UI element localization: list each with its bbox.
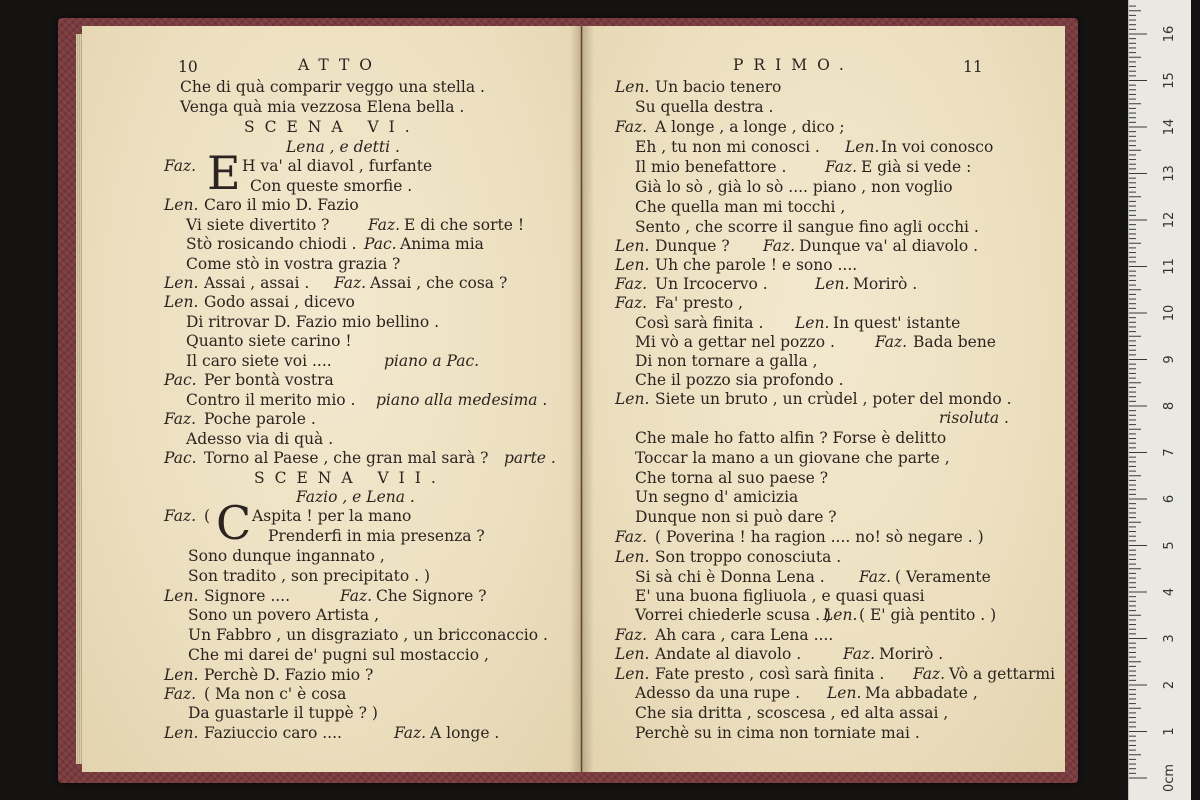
speaker: Len.: [615, 548, 650, 566]
scene-heading: SCENA VI.: [244, 118, 420, 136]
text-line: Godo assai , dicevo: [204, 293, 355, 311]
speaker: Len.: [615, 256, 650, 274]
text-line: Adesso via di quà .: [186, 430, 334, 448]
speaker: Faz.: [615, 275, 648, 293]
text-line: H va' al diavol , furfante: [242, 157, 433, 175]
text-line: Torno al Paese , che gran mal sarà ?: [204, 449, 489, 467]
text-line: Ma abbadate ,: [865, 684, 978, 702]
ruler-number: 7: [1162, 448, 1177, 457]
stage-direction: parte .: [504, 449, 556, 467]
text-line: Che il pozzo sia profondo .: [635, 371, 844, 389]
text-line: Un segno d' amicizia: [635, 488, 799, 506]
speaker: Len.: [615, 665, 650, 683]
ruler-number: 2: [1162, 680, 1177, 690]
text-line: ( Veramente: [895, 568, 991, 586]
text-line: Quanto siete carino !: [186, 332, 352, 350]
text-line: Fate presto , così sarà finita .: [655, 665, 885, 683]
speaker: Faz.: [843, 645, 876, 663]
text-line: Aspita ! per la mano: [252, 507, 412, 525]
stage-direction: piano alla medesima .: [376, 391, 548, 409]
speaker: Faz.: [164, 507, 197, 525]
speaker: Pac.: [164, 371, 197, 389]
speaker: Faz.: [763, 237, 796, 255]
stage-direction: Fazio , e Lena .: [296, 488, 415, 506]
drop-cap: C: [216, 496, 252, 550]
text-line: Vò a gettarmi: [949, 665, 1056, 683]
speaker: Len.: [823, 606, 858, 624]
text-line: Che sia dritta , scoscesa , ed alta assai ,: [635, 704, 949, 722]
stage-direction: Lena , e detti .: [286, 138, 400, 156]
text-line: Che quella man mi tocchi ,: [635, 198, 846, 216]
text-line: Signore ....: [204, 587, 291, 605]
running-header-left: ATTO: [298, 56, 383, 74]
text-line: Caro il mio D. Fazio: [204, 196, 359, 214]
ruler-number: 15: [1162, 72, 1177, 89]
text-line: Di ritrovar D. Fazio mio bellino .: [186, 313, 440, 331]
text-line: E' una buona figliuola , e quasi quasi: [635, 587, 925, 605]
speaker: Len.: [164, 587, 199, 605]
speaker: Pac.: [364, 235, 397, 253]
text-line: Assai , che cosa ?: [370, 274, 508, 292]
speaker: Faz.: [394, 724, 427, 742]
speaker: Faz.: [164, 685, 197, 703]
text-line: Morirò .: [853, 275, 918, 293]
ruler-scale: [1129, 0, 1191, 800]
text-line: Prenderfi in mia presenza ?: [268, 527, 485, 545]
speaker: Faz.: [164, 410, 197, 428]
text-line: Adesso da una rupe .: [635, 684, 801, 702]
text-line: Fa' presto ,: [655, 294, 744, 312]
stage-direction: risoluta .: [939, 409, 1009, 427]
speaker: Len.: [164, 196, 199, 214]
ruler-number: 1: [1162, 727, 1177, 736]
text-line: Morirò .: [879, 645, 944, 663]
text-line: Poche parole .: [204, 410, 316, 428]
speaker: Len.: [845, 138, 880, 156]
text-line: (: [204, 507, 211, 525]
right-page: [582, 26, 1065, 772]
speaker: Len.: [615, 390, 650, 408]
text-line: E di che sorte !: [404, 216, 525, 234]
speaker: Faz.: [164, 157, 197, 175]
text-line: Vorrei chiederle scusa . ): [635, 606, 831, 624]
text-line: Anima mia: [400, 235, 484, 253]
text-line: Così sarà finita .: [635, 314, 764, 332]
text-line: ( Poverina ! ha ragion .... no! sò negare . ): [655, 528, 984, 546]
text-line: Che di quà comparir veggo una stella .: [180, 78, 485, 96]
page-number-right: 11: [963, 58, 983, 76]
speaker: Len.: [827, 684, 862, 702]
speaker: Faz.: [340, 587, 373, 605]
text-line: Andate al diavolo .: [655, 645, 802, 663]
text-line: Che male ho fatto alfin ? Forse è delitto: [635, 429, 947, 447]
text-line: Come stò in vostra grazia ?: [186, 255, 401, 273]
ruler-number: 5: [1162, 541, 1177, 550]
speaker: Len.: [615, 645, 650, 663]
text-line: Su quella destra .: [635, 98, 774, 116]
speaker: Faz.: [615, 528, 648, 546]
text-line: Che Signore ?: [376, 587, 487, 605]
ruler-number: 10: [1162, 304, 1177, 322]
ruler-number: 6: [1162, 494, 1177, 504]
text-line: Il caro siete voi ....: [186, 352, 332, 370]
ruler-number: 14: [1162, 118, 1177, 136]
ruler-number: 12: [1162, 211, 1177, 229]
scene-heading: SCENA VII.: [254, 469, 446, 487]
drop-cap: E: [207, 146, 241, 200]
speaker: Faz.: [825, 158, 858, 176]
text-line: Che mi darei de' pugni sul mostaccio ,: [188, 646, 489, 664]
speaker: Pac.: [164, 449, 197, 467]
text-line: Siete un bruto , un crùdel , poter del mondo .: [655, 390, 1012, 408]
text-line: ( E' già pentito . ): [859, 606, 997, 624]
ruler-number: 9: [1162, 355, 1177, 364]
text-line: Dunque ?: [655, 237, 730, 255]
ruler-number: 3: [1162, 634, 1177, 643]
text-line: Venga quà mia vezzosa Elena bella .: [180, 98, 465, 116]
text-line: Faziuccio caro ....: [204, 724, 342, 742]
text-line: Eh , tu non mi conosci .: [635, 138, 820, 156]
ruler-number: 16: [1162, 25, 1177, 43]
speaker: Faz.: [368, 216, 401, 234]
text-line: Che torna al suo paese ?: [635, 469, 829, 487]
text-line: Uh che parole ! e sono ....: [655, 256, 858, 274]
ruler-number: 13: [1162, 165, 1177, 182]
speaker: Faz.: [615, 294, 648, 312]
text-line: Son tradito , son precipitato . ): [188, 567, 431, 585]
speaker: Faz.: [615, 118, 648, 136]
text-line: Vi siete divertito ?: [186, 216, 330, 234]
text-line: Son troppo conosciuta .: [655, 548, 842, 566]
text-line: Dunque non si può dare ?: [635, 508, 837, 526]
text-line: A longe , a longe , dico ;: [655, 118, 845, 136]
ruler-number: 11: [1162, 258, 1177, 275]
text-line: Bada bene: [913, 333, 996, 351]
text-line: ( Ma non c' è cosa: [204, 685, 347, 703]
speaker: Faz.: [859, 568, 892, 586]
text-line: Ah cara , cara Lena ....: [655, 626, 834, 644]
left-page: [82, 26, 581, 772]
text-line: Già lo sò , già lo sò .... piano , non voglio: [635, 178, 953, 196]
text-line: Dunque va' al diavolo .: [799, 237, 979, 255]
text-line: Un Fabbro , un disgraziato , un bricconaccio .: [188, 626, 548, 644]
stage-direction: piano a Pac.: [384, 352, 480, 370]
speaker: Faz.: [913, 665, 946, 683]
text-line: Mi vò a gettar nel pozzo .: [635, 333, 835, 351]
speaker: Len.: [615, 78, 650, 96]
speaker: Len.: [615, 237, 650, 255]
text-line: Per bontà vostra: [204, 371, 334, 389]
text-line: Un Ircocervo .: [655, 275, 768, 293]
text-line: Sono un povero Artista ,: [188, 606, 380, 624]
ruler-number: 0cm: [1162, 763, 1177, 793]
text-line: Perchè su in cima non torniate mai .: [635, 724, 920, 742]
text-line: Toccar la mano a un giovane che parte ,: [635, 449, 950, 467]
speaker: Len.: [164, 293, 199, 311]
text-line: Assai , assai .: [204, 274, 310, 292]
speaker: Faz.: [615, 626, 648, 644]
speaker: Len.: [164, 666, 199, 684]
page-number-left: 10: [178, 58, 198, 76]
text-line: A longe .: [430, 724, 500, 742]
text-line: Stò rosicando chiodi .: [186, 235, 357, 253]
text-line: Contro il merito mio .: [186, 391, 356, 409]
speaker: Len.: [164, 724, 199, 742]
measuring-ruler: [1128, 0, 1191, 800]
text-line: Perchè D. Fazio mio ?: [204, 666, 374, 684]
text-line: Da guastarle il tuppè ? ): [188, 704, 378, 722]
text-line: Sono dunque ingannato ,: [188, 547, 385, 565]
text-line: Il mio benefattore .: [635, 158, 787, 176]
text-line: Un bacio tenero: [655, 78, 782, 96]
speaker: Len.: [815, 275, 850, 293]
speaker: Faz.: [334, 274, 367, 292]
text-line: Si sà chi è Donna Lena .: [635, 568, 825, 586]
text-line: In voi conosco: [881, 138, 994, 156]
ruler-number: 4: [1162, 587, 1177, 597]
speaker: Len.: [795, 314, 830, 332]
speaker: Len.: [164, 274, 199, 292]
ruler-number: 8: [1162, 401, 1177, 411]
text-line: In quest' istante: [833, 314, 961, 332]
text-line: E già si vede :: [861, 158, 972, 176]
text-line: Di non tornare a galla ,: [635, 352, 818, 370]
text-line: Con queste smorfie .: [250, 177, 413, 195]
text-line: Sento , che scorre il sangue fino agli occhi .: [635, 218, 979, 236]
speaker: Faz.: [875, 333, 908, 351]
running-header-right: PRIMO.: [733, 56, 854, 74]
